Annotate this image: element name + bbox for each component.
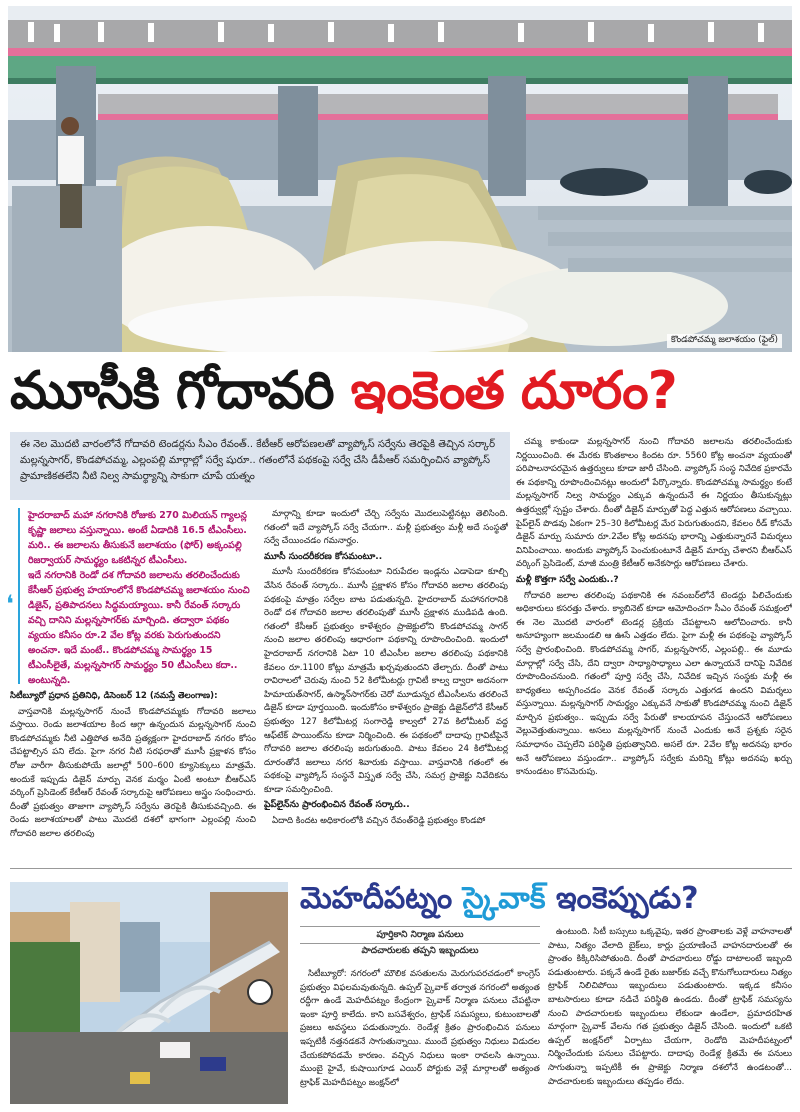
paragraph: మూసీ సుందరీకరణ కోసమంటూ నిరుపేదల ఇండ్లను ఎడాపెడా కూల్చి వేసిన రేవంత్ సర్కారు.. మూసీ ప్రక్షాళన కోసం గోదావరి జలాల తరలింపు పథకంపై మాత్రం సర్వేల బాట పడుతున్నది. హైదరాబాద్ మహానగరానికి రెండో దశ గోదావరి జలాల తరలింపుతో మూసీ ప్రక్షాళన ముడిపడి ఉంది. గతంలో కేసీఆర్ ప్రభుత్వం కాళేశ్వరం ప్రాజెక్టులోని కొండపోచమ్మ సాగర్ నుంచి జలాల తరలింపు ఆధారంగా పథకాన్ని రూపొందించింది. ఇందులో హైదరాబాద్ నగరానికి ఏటా 10 టీఎంసీల జలాల తరలింపు పథకానికి కేవలం రూ.1100 కోట్లు మాత్రమే ఖర్చవుతుందని తేల్చారు. దీంతో పాటు రావిరాలలో చెరువు నుంచి 52 కిలోమీటర్లు గ్రావిటీ కాల్వ ద్వారా అదనంగా హిమాయత్‌సాగర్, ఉస్మాన్‌సాగర్‌కు చెరో మూడున్నర టీఎంసీలను తరలించే డిజైన్ కూడా పూర్తయింది. ఇందుకోసం కాళేశ్వరం ప్రాజెక్టు డిజైన్‌లోనే కేసీఆర్ ప్రభుత్వం 127 కిలోమీటర్ల సంగారెడ్డి కాల్వలో 27వ కిలోమీటర్ వద్ద ఆఫ్‌టేక్ పాయింట్‌ను కూడా నిర్మించింది. ఈ పథకంలో దాదాపు గ్రావిటీపైనే గోదావరి జలాల తరలింపు జరుగుతుంది. పాటు కేవలం 24 కిలోమీటర్ల దూరంతోనే జలాలు నగర శివారుకు వస్తాయి. వాస్తవానికి గతంలో ఈ పథకంపై వ్యాప్కోస్ సంస్థనే విస్తృత సర్వే చేసి, సమగ్ర ప్రాజెక్టు నివేదికను కూడా సమర్పించింది. bbox=[264, 567, 508, 795]
dam-photo bbox=[8, 6, 792, 352]
skywalk-headline bbox=[300, 876, 792, 922]
deck-line: ప్రామాణికతలేని నీటి నిల్వ సామర్థ్యాన్ని సాకుగా చూపే యత్నం bbox=[20, 471, 255, 482]
skywalk-headline-part: స్కైవాక్ bbox=[462, 881, 556, 916]
main-headline bbox=[10, 358, 790, 424]
subheading: పైప్‌లైన్‌ను ప్రారంభించిన రేవంత్ సర్కారు.. bbox=[264, 800, 410, 811]
skywalk-headline-part: ఇంకెప్పుడు? bbox=[555, 881, 699, 916]
deck-line: ఈ నెల మొదటి వారంలోనే గోదావరి టెండర్లను సీఎం రేవంత్.. కేటీఆర్ ఆరోపణలతో వ్యాప్కోస్ సర్వేను తెరపైకి తెచ్చిన సర్కార్ bbox=[20, 439, 495, 450]
skywalk-column-1 bbox=[300, 968, 540, 1106]
article-column-1 bbox=[10, 690, 256, 860]
headline-part-red: ఇంకెంత దూరం? bbox=[350, 361, 677, 421]
highlight-box bbox=[18, 508, 250, 684]
paragraph: గోదావరి జలాల తరలింపు పథకానికి ఈ నవంబర్‌లోనే టెండర్లు పిలిచేందుకు అధికారులు కసరత్తు చేశారు. క్యాబినెట్ కూడా ఆమోదించగా సీఎం రేవంత్ సమక్షంలో ఈ నెల మొదటి వారంలో టెండర్ల ప్రక్రియ చేపట్టాలని ఆలోచించారు. కానీ అనూహ్యంగా జలమండలి ఆ ఊసే ఎత్తడం లేదు. పైగా మళ్లీ ఈ పథకంపై వ్యాప్కోస్ సర్వే ప్రారంభించింది. కొండపోచమ్మ సాగర్, మల్లన్నసాగర్, ఎల్లంపల్లి.. ఈ మూడు మార్గాల్లో సర్వే చేసి, దేని ద్వారా సాధ్యాసాధ్యాలు ఎలా ఉన్నాయనే దానిపై నివేదిక రూపొందించనుంది. గతంలో పూర్తి సర్వే చేసి, నివేదిక ఇచ్చిన సంస్థకు మళ్లీ ఈ బాధ్యతలు అప్పగించడం వెనక రేవంత్ సర్కారు ఎత్తుగడ ఉందని విమర్శలు వస్తున్నాయి. మల్లన్నసాగర్ సామర్థ్యం ఎక్కువనే సాకుతో కొండపోచమ్మ నుంచి డిజైన్ మార్చిన ప్రభుత్వం.. ఇప్పుడు సర్వే పేరుతో కాలయాపన చేస్తుందనే ఆరోపణలు వెల్లువెత్తుతున్నాయి. అసలు మల్లన్నసాగర్ నుంచే ఎందుకు అనే ప్రశ్నకు సరైన సమాధానం చెప్పలేని పరిస్థితి ప్రభుత్వానిది. అసలే రూ. 2వేల కోట్ల అదనపు భారం అనే ఆరోపణలు వస్తుండగా.. వ్యాప్కోస్ సర్వేకు మరిన్ని కోట్లు అదనపు ఖర్చు కానుండటం కొసమెరుపు. bbox=[516, 590, 792, 778]
kicker-line: పాదచారులకు తప్పని ఇబ్బందులు bbox=[361, 946, 479, 956]
deck-box bbox=[10, 432, 510, 500]
paragraph: సిటీబ్యూరో: నగరంలో మౌలిక వసతులను మెరుగుపరచడంలో కాంగ్రెస్ ప్రభుత్వం విఫలమవుతున్నది. ఉప్పల్ స్కైవాక్ తర్వాత నగరంలో అత్యంత రద్దీగా ఉండే మెహదీపట్నం కేంద్రంగా స్కైవాక్ నిర్మాణ పనులు చేపట్టినా ఇంకా పూర్తి కాలేదు. కాని బసవేశ్వరం, ట్రాఫిక్ సమస్యలు, కుటుంబాలతో ప్రజలు అవస్థలు పడుతున్నారు. రెండేళ్ల క్రితం ప్రారంభించిన పనులు ఇప్పటికీ నత్తనడకనే సాగుతున్నాయి. ముందే ప్రభుత్వం నిధులు విడుదల చేయకపోవడమే కారణం. వచ్చిన నిధులు ఇంకా రావలసి ఉన్నాయి. ముంబై హైవే, కుషాయిగూడ ఎయిర్ పోర్టుకు వెళ్లే మార్గాలతో అత్యంత ట్రాఫిక్ మెహదీపట్నం జంక్షన్‌లో bbox=[300, 969, 540, 1088]
dam-illustration bbox=[8, 6, 792, 352]
subheading: మళ్లీ కొత్తగా సర్వే ఎందుకు..? bbox=[516, 574, 619, 585]
highlight-para: మరి.. ఈ జలాలను తీసుకునే జలాశయం (ఫోర్) అక్కంపల్లి రిజర్వాయర్ సామర్థ్యం ఒకటిన్నర టీఎంసీలు. bbox=[28, 540, 242, 566]
paragraph: మార్గాన్ని కూడా ఇందులో చేర్చి సర్వేను మొదలుపెట్టినట్లు తెలిసింది. గతంలో ఇదే వ్యాప్కోస్ సర్వే చేయగా.. మళ్లీ ప్రభుత్వం మళ్లీ అదే సంస్థతో సర్వే చేయించడం గమనార్హం. bbox=[264, 509, 508, 547]
paragraph: ఉంటుంది. సిటీ బస్సులు ఒక్కవైపు, ఇతర ప్రాంతాలకు వెళ్లే వాహనాలతో పాటు, నిత్యం వేలాది బైక్‌లు, కార్లు ప్రయాణించే వాహనదారులతో ఈ ప్రాంతం కిక్కిరిసిపోతుంది. దీంతో పాదచారులు రోడ్డు దాటాలంటే ఇబ్బంది పడుతుంటారు. పక్కనే ఉండే రైతు బజార్‌కు వచ్చే కొనుగోలుదారులు నిత్యం ట్రాఫిక్ నిలిచిపోయి ఇబ్బందులు పడుతుంటారు. ఇక్కడ కనీసం బాటసారులు కూడా నడిచే పరిస్థితి ఉండదు. దీంతో ట్రాఫిక్ సమస్యను నుంచి పాదచారులకు ఇబ్బందులు లేకుండా ఉండేలా, ప్రమాదరహిత మార్గంగా స్కైవాక్ వేలను గత ప్రభుత్వం డిజైన్ చేసింది. ఇందులో ఒకటి ఉప్పల్ జంక్షన్‌లో ఏర్పాటు చేయగా, రెండోది మెహదీపట్నంలో నిర్మించేందుకు పనులు చేపట్టారు. దాదాపు రెండేళ్ల క్రితమే ఈ పనులు సాగుతున్నా ఇప్పటికీ ఈ ప్రాజెక్టు నిర్మాణ దశలోనే ఉండటంతో... పాదచారులకు ఇబ్బందులు తప్పడం లేదు. bbox=[548, 927, 792, 1087]
deck-line: మల్లన్నసాగర్, కొండపోచమ్మ, ఎల్లంపల్లి మార్గాల్లో సర్వే షురూ.. గతంలోనే పథకంపై సర్వే చేసి డీపీఆర్ సమర్పించిన వ్యాప్కోస్ bbox=[20, 455, 491, 466]
subheading: మూసీ సుందరీకరణ కోసమంటూ.. bbox=[264, 551, 383, 562]
skywalk-photo bbox=[10, 882, 288, 1104]
highlight-para: హైదరాబాద్ మహా నగరానికి రోజుకు 270 మిలియన్ గ్యాలన్ల కృష్ణా జలాలు వస్తున్నాయి. అంటే ఏడాదికి 16.5 టీఎంసీలు. bbox=[28, 510, 247, 536]
dateline: సిటీబ్యూరో ప్రధాన ప్రతినిధి, డిసెంబర్ 12 (నమస్తే తెలంగాణ): bbox=[10, 691, 218, 701]
headline-part-black: మూసీకి గోదావరి bbox=[10, 361, 351, 421]
kicker-line: పూర్తికాని నిర్మాణ పనులు bbox=[300, 926, 540, 944]
highlight-para: ఇదే నగరానికి రెండో దశ గోదావరి జలాలను తరలించేందుకు కేసీఆర్ ప్రభుత్వ హయాంలోనే కొండపోచమ్మ జలాశయం నుంచి డిజైన్, ప్రతిపాదనలు సిద్ధమయ్యాయి. కానీ రేవంత్ సర్కారు వచ్చి దానిని మల్లన్నసాగర్‌కు మార్చింది. తద్వారా పథకం వ్యయం కనీసం రూ.2 వేల కోట్ల వరకు పెరుగుతుందని అంచనా. ఇదే మంటే.. కొండపోచమ్మ సామర్థ్యం 15 టీఎంసీలైతే, మల్లన్నసాగర్ సామర్థ్యం 50 టీఎంసీలు కదా.. అంటున్నది. bbox=[28, 570, 250, 686]
paragraph: వాస్తవానికి మల్లన్నసాగర్ నుంచే కొండపోచమ్మకు గోదావరి జలాలు వస్తాయి. రెండు జలాశయాల కింద ఆగ్గా ఉన్నందున మల్లన్నసాగర్ నుంచి కొండపోచమ్మకు నీటి ఎత్తిపోత అనేది ప్రత్యక్షంగా హైదరాబాద్ నగరం కోసం చేపట్టాల్సిన పని లేదు. పైగా నగర నీటి సరఫరాతో మూసీ ప్రక్షాళన కోసం రోజు వారీగా తీసుకుపోయే జలాల్లో 500–600 క్యూసెక్కులు మాత్రమే. అందుకే ఇప్పుడు డిజైన్ మార్పు వెనక మర్మం ఏంటి అంటూ బీఆర్ఎస్ వర్కింగ్ ప్రెసిడెంట్ కేటీఆర్ రేవంత్ సర్కారుపై ఆరోపణలు అస్త్రం సంధించారు. దీంతో ప్రభుత్వం తాజాగా వ్యాప్కోస్ సర్వేను తెరపైకి తీసుకువచ్చింది. ఈ రెండు జలాశయాలతో పాటు మొదటి దశలో భాగంగా ఎల్లంపల్లి నుంచి గోదావరి జలాల తరలింపు bbox=[10, 706, 256, 839]
skywalk-illustration bbox=[10, 882, 288, 1104]
paragraph: చమ్మ కాకుండా మల్లన్నసాగర్ నుంచి గోదావరి జలాలను తరలించేందుకు నిర్ణయించింది. ఈ మేరకు కొంతకాలం కిందట రూ. 5560 కోట్ల అంచనా వ్యయంతో పరిపాలనాపరమైన ఉత్తర్వులు కూడా జారీ చేసింది. వ్యాప్కోస్ సంస్థ నివేదిక ప్రకారమే ఈ పథకాన్ని రూపొందించినట్లు అందులో పేర్కొన్నారు. కొండపోచమ్మ సామర్థ్యం కంటే మల్లన్నసాగర్ నిల్వ సామర్థ్యం ఎక్కువ ఉన్నందునే ఈ నిర్ణయం తీసుకున్నట్లు ఉత్తర్వుల్లో స్పష్టం చేశారు. దీంతో డిజైన్ మార్పుతో పెద్ద ఎత్తున ఆరోపణలు వచ్చాయి. పైప్‌లైన్ పొడవు ఏకంగా 25–30 కిలోమీటర్ల మేర పెరుగుతుందని, కేవలం రీడ్ కోసమే డిజైన్ మార్పు సుమారు రూ.2వేల కోట్ల అదనపు భారాన్ని ఎత్తుకున్నారనే విమర్శలు వినిపించాయి. అందుకు వ్యాప్కోస్ పెంచుకుంటూనే డిజైన్ మార్పు చేశారని బీఆర్ఎస్ వర్కింగ్ ప్రెసిడెంట్, మాజీ మంత్రి కేటీఆర్ అనేకసార్లు ఆరోపణలు చేశారు. bbox=[516, 437, 792, 570]
skywalk-headline-part: మెహదీపట్నం bbox=[300, 881, 463, 916]
article-column-3 bbox=[516, 436, 792, 860]
skywalk-column-2 bbox=[548, 926, 792, 1106]
paragraph: ఏదాది కిందట అధికారంలోకి వచ్చిన రేవంత్‌రెడ్డి ప్రభుత్వం కొండపో bbox=[272, 816, 486, 827]
section-divider bbox=[10, 868, 792, 869]
quote-icon: ❛ bbox=[6, 590, 14, 618]
photo-credit: కొండపోచమ్మ జలాశయం (ఫైల్) bbox=[667, 334, 782, 348]
skywalk-kicker bbox=[300, 926, 540, 966]
article-column-2 bbox=[264, 508, 508, 860]
